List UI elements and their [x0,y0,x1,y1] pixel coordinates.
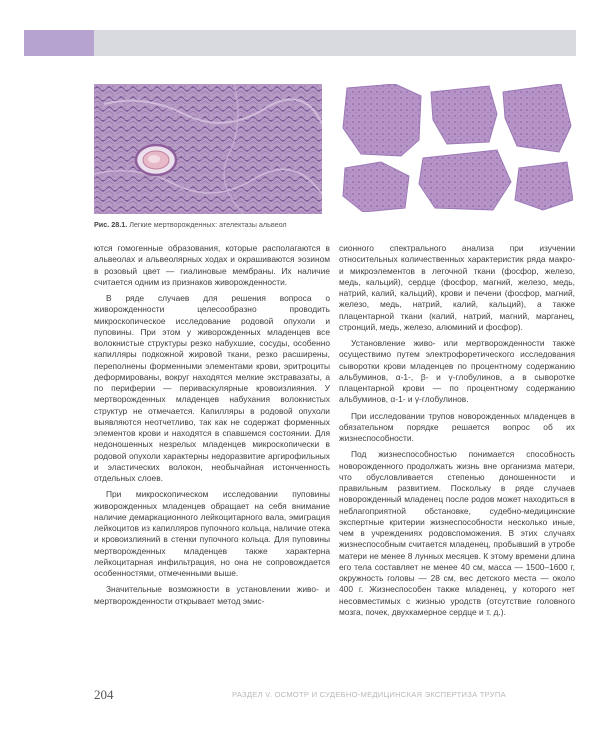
caption-text: Легкие мертворожденных: ателектазы альвеол [127,220,287,229]
paragraph: сионного спектрального анализа при изучении относительных количественных характеристик ряда макро- и микроэлементов в легочной ткани (фосфор, железо, медь, кальций), сердце (фосфор, магний, железо, медь, натрий, калий, кальций), крови и печени (фосфор, магний, железо, медь, натрий, калий, кальций), а также плацентарной ткани (калий, натрий, магний, марганец, стронций, медь, железо, алюминий и фосфор). [339,243,575,332]
paragraph: Под жизнеспособностью понимается способность новорожденного продолжать жизнь вне организма матери, что обусловливается степенью доношенности и правильным развитием. Поскольку в ряде случаев новорожденный младенец после родов может находиться в неблагоприятной обстановке, судебно-медицинские экспертные критерии жизнеспособности несколько иные, чем в учреждениях родовспоможения. В этих случаях жизнеспособным считается младенец, пробывший в утробе матери не менее 8 лунных месяцев. К этому времени длина его тела составляет не менее 40 см, масса — 1500–1600 г, окружность головы — 28 см, вес детского места — около 400 г. Жизнеспособен также младенец, у которого нет несовместимых с жизнью уродств (отсутствие головного мозга, почек, двухкамерное сердце и т. д.). [339,449,575,617]
figure-caption [94,220,334,229]
left-column [94,243,330,607]
paragraph: При микроскопическом исследовании пуповины живорожденных младенцев обращает на себя внимание наличие демаркационного лейкоцитарного вала, эмиграция лейкоцитов из капилляров пупочного кольца, наличие отека и кровоизлияний в стенки пупочного кольца. Для пуповины мертворожденных младенцев также характерна лейкоцитарная инфильтрация, но она не сопровождается особенностями, отмеченными выше. [94,489,330,578]
header-accent-band [24,30,94,56]
paragraph: Установление живо- или мертворожденности также осуществимо путем электрофоретического исследования сыворотки крови младенцев по процентному содержанию альбуминов, α-1-, β- и γ-глобулинов, а в сыворотке плацентарной крови — по процентному содержанию альбуминов, α-1- и γ-глобулинов. [339,338,575,405]
paragraph: При исследовании трупов новорожденных младенцев в обязательном порядке решается вопрос об их жизнеспособности. [339,410,575,443]
tissue-sections-icon [339,84,573,212]
caption-label: Рис. 28.1. [94,220,128,229]
paragraph: В ряде случаев для решения вопроса о живорожденности целесообразно проводить микроскопическое исследование родовой опухоли и пуповины. При этом у живорожденных младенцев все волокнистые структуры резко набухшие, сосуды, особенно капилляры подкожной жировой ткани, резко расширены, переполнены форменными элементами крови, эритроциты деформированы, вокруг находятся мелкие экстравазаты, а по периферии — периваскулярные кровоизлияния. У мертворожденных младенцев набухания волокнистых структур не отмечается. Капилляры в родовой опухоли выявляются неотчетливо, так как не содержат форменных элементов крови и находятся в спавшемся состоянии. Для недоношенных незрелых младенцев микроскопически в родовой опухоли характерны недоразвитие аргирофильных и эластических волокон, необычайная истонченность отдельных слоев. [94,293,330,483]
right-column [339,243,575,618]
paragraph: Значительные возможности в установлении живо- и мертворожденности открывает метод эмис- [94,584,330,606]
running-title: РАЗДЕЛ V. ОСМОТР И СУДЕБНО-МЕДИЦИНСКАЯ ЭКСПЕРТИЗА ТРУПА [232,690,506,699]
header-band [94,30,576,56]
page-number: 204 [94,687,114,702]
histology-micrograph-icon [94,84,322,214]
paragraph: ются гомогенные образования, которые располагаются в альвеолах и альвеолярных ходах и окрашиваются эозином в розовый цвет — гиалиновые мембраны. Их наличие считается одним из признаков живорожденности. [94,243,330,287]
